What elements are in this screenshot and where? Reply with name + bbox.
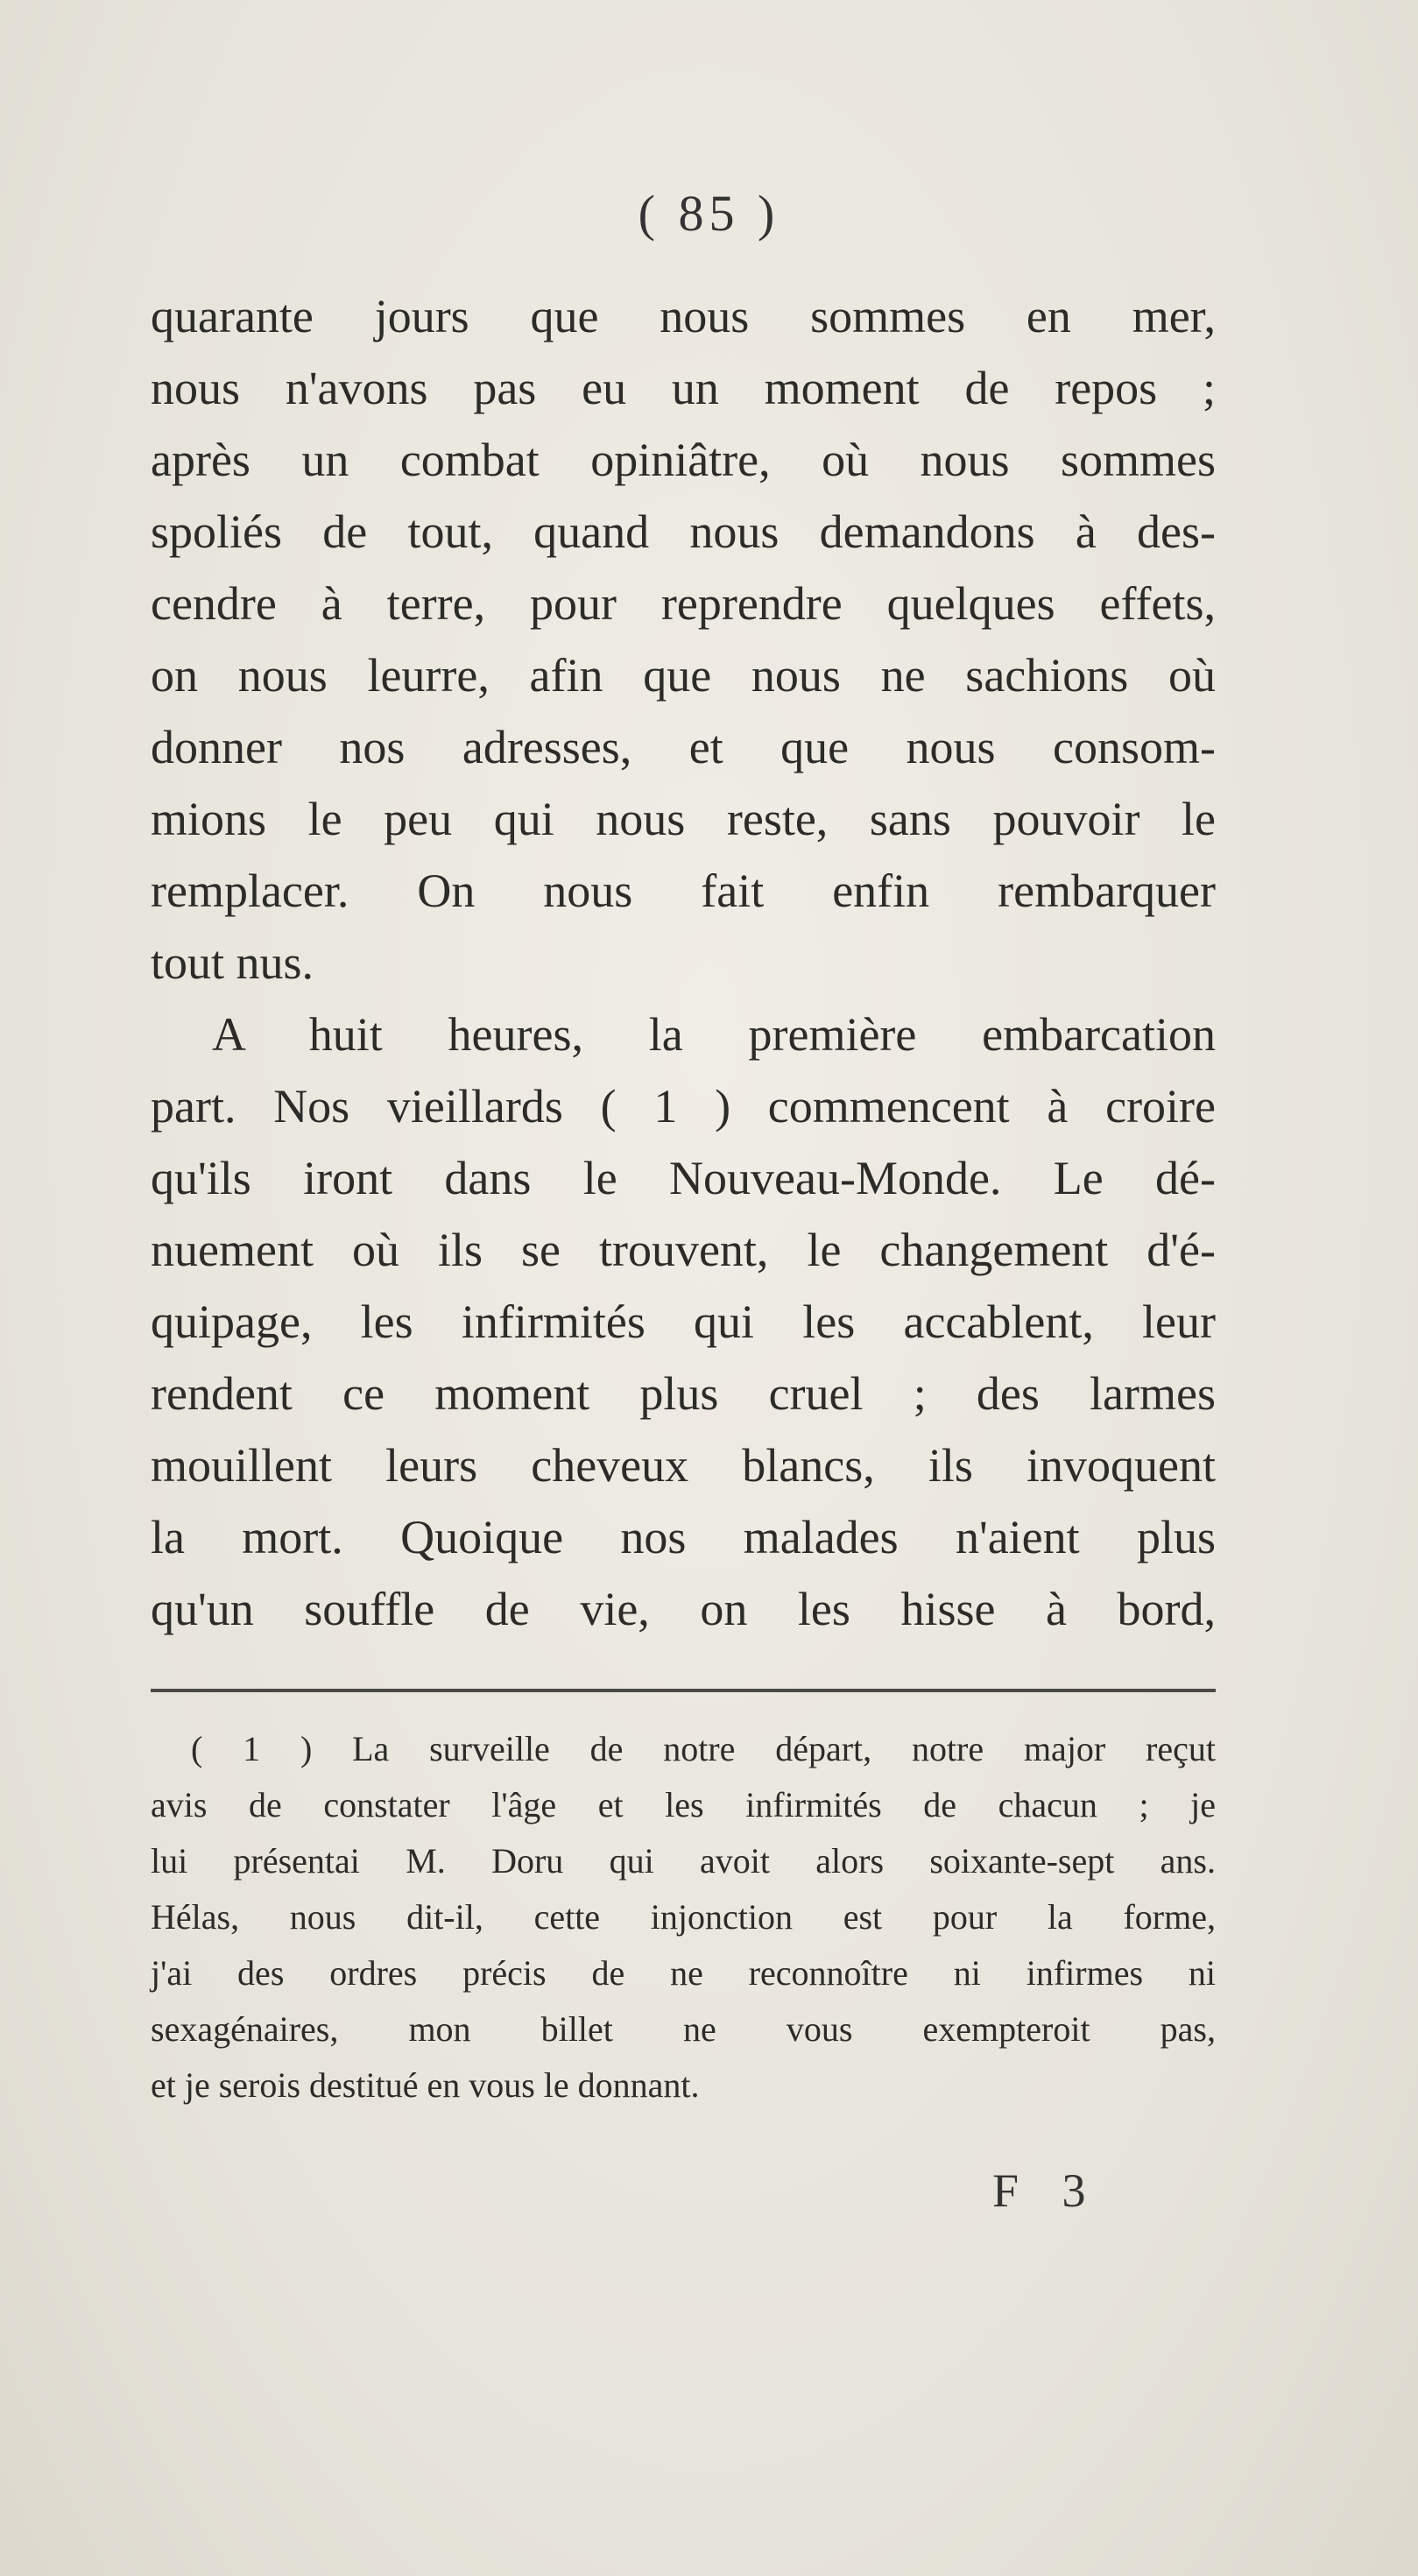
footnote-line: et je serois destitué en vous le donnant. xyxy=(151,2065,700,2105)
text-line: nuement où ils se trouvent, le changement d'é- xyxy=(151,1224,1216,1276)
text-line: quarante jours que nous sommes en mer, xyxy=(151,290,1216,342)
footnote-line: Hélas, nous dit-il, cette injonction est pour la forme, xyxy=(151,1897,1216,1937)
main-text-block xyxy=(151,280,1216,1645)
text-line: qu'un souffle de vie, on les hisse à bord, xyxy=(151,1583,1216,1635)
text-line: nous n'avons pas eu un moment de repos ; xyxy=(151,362,1216,414)
text-line: donner nos adresses, et que nous consom- xyxy=(151,721,1216,773)
footnote-line: lui présentai M. Doru qui avoit alors soixante-sept ans. xyxy=(151,1841,1216,1881)
footnote-block xyxy=(151,1721,1216,2114)
text-line: part. Nos vieillards ( 1 ) commencent à croire xyxy=(151,1080,1216,1133)
text-line: qu'ils iront dans le Nouveau-Monde. Le dé- xyxy=(151,1152,1216,1204)
text-line: on nous leurre, afin que nous ne sachions où xyxy=(151,649,1216,702)
text-line: mouillent leurs cheveux blancs, ils invoquent xyxy=(151,1439,1216,1492)
text-line: après un combat opiniâtre, où nous sommes xyxy=(151,434,1216,486)
text-line: quipage, les infirmités qui les accablent, leur xyxy=(151,1295,1216,1348)
footnote-line: avis de constater l'âge et les infirmités de chacun ; je xyxy=(151,1785,1216,1824)
footnote-divider xyxy=(151,1689,1216,1692)
text-line: tout nus. xyxy=(151,936,314,989)
signature-mark: F 3 xyxy=(992,2164,1102,2217)
footnote-line: ( 1 ) La surveille de notre départ, notre major reçut xyxy=(191,1729,1216,1768)
text-line: spoliés de tout, quand nous demandons à des- xyxy=(151,505,1216,558)
text-line: la mort. Quoique nos malades n'aient plus xyxy=(151,1511,1216,1563)
text-line: cendre à terre, pour reprendre quelques effets, xyxy=(151,577,1216,630)
text-line: remplacer. On nous fait enfin rembarquer xyxy=(151,865,1216,917)
footnote-line: sexagénaires, mon billet ne vous exempteroit pas, xyxy=(151,2009,1216,2049)
page-number: ( 85 ) xyxy=(638,185,780,242)
text-line: rendent ce moment plus cruel ; des larmes xyxy=(151,1367,1216,1420)
footnote-line: j'ai des ordres précis de ne reconnoître ni infirmes ni xyxy=(151,1953,1216,1993)
text-line: A huit heures, la première embarcation xyxy=(212,1008,1216,1061)
text-line: mions le peu qui nous reste, sans pouvoir le xyxy=(151,793,1216,845)
